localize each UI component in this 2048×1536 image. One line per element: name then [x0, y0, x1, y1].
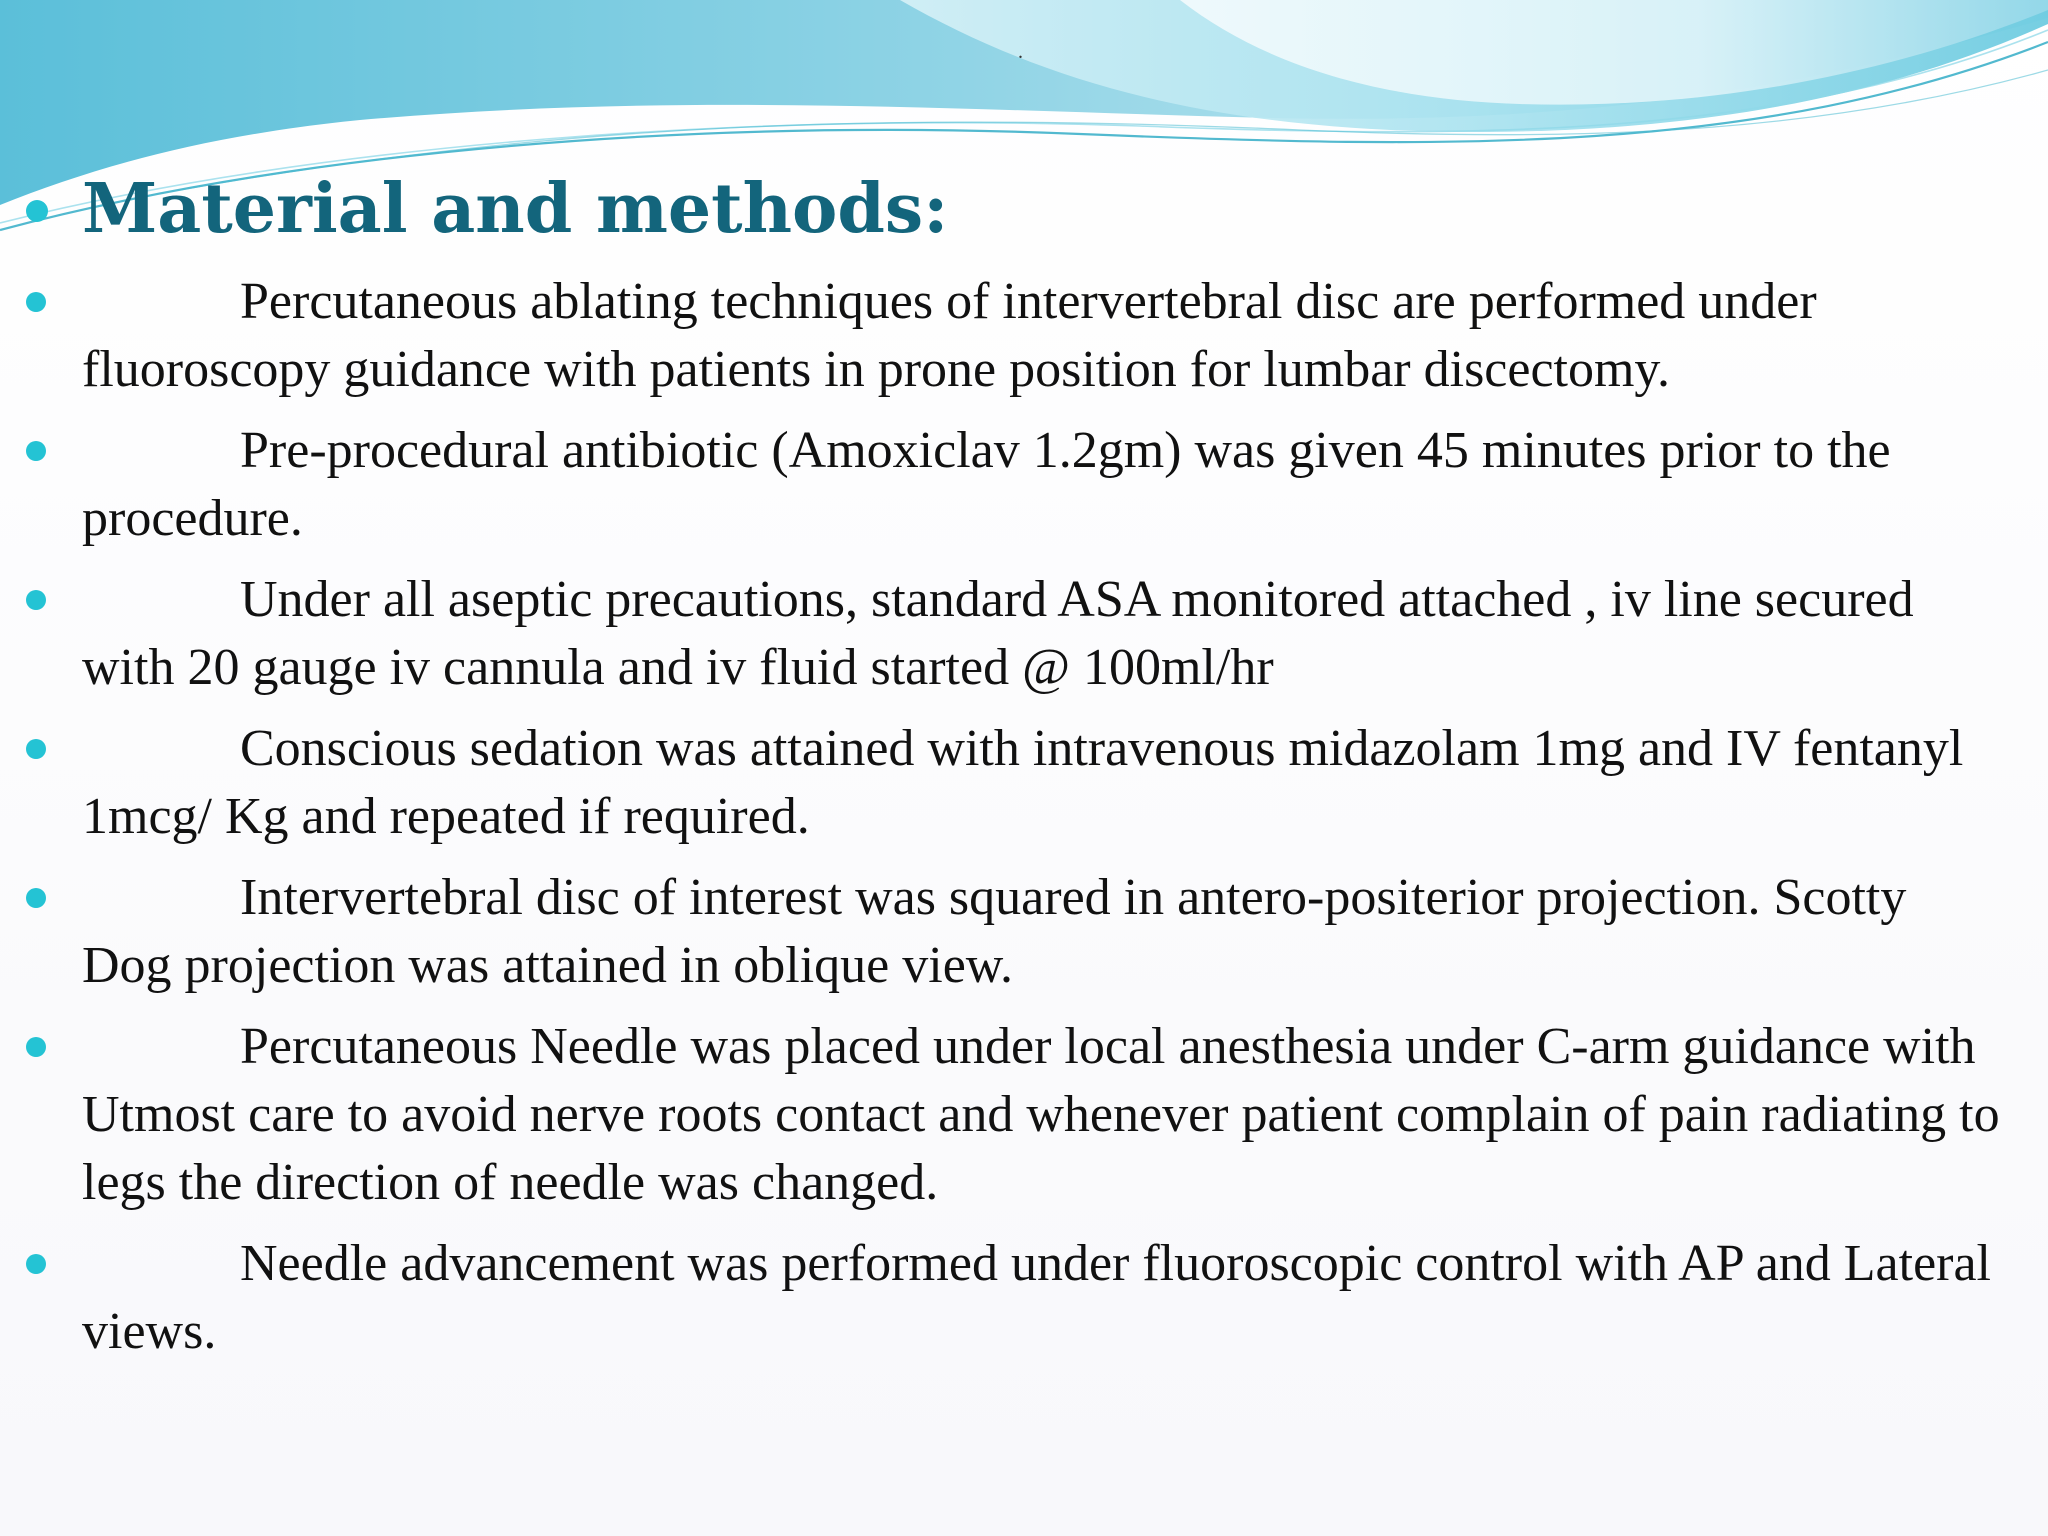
- bullet-item: [0, 715, 2048, 851]
- bullet-dot-icon: [26, 888, 46, 908]
- bullet-text: Conscious sedation was attained with intravenous midazolam 1mg and IV fentanyl 1mcg/ Kg and repeated if required.: [82, 720, 1964, 845]
- top-mark: .: [1018, 41, 1023, 63]
- bullet-dot-icon: [26, 739, 46, 759]
- bullet-text: Intervertebral disc of interest was squared in antero-positerior projection. Scotty Dog projection was attained in oblique view.: [82, 869, 1907, 994]
- bullet-dot-icon: [26, 200, 48, 222]
- bullet-item: [0, 1230, 2048, 1366]
- bullet-dot-icon: [26, 1037, 46, 1057]
- bullet-dot-icon: [26, 1254, 46, 1274]
- bullet-item: [0, 1013, 2048, 1217]
- bullet-text: Percutaneous ablating techniques of intervertebral disc are performed under fluoroscopy guidance with patients in prone position for lumbar discectomy.: [82, 273, 1817, 398]
- bullet-dot-icon: [26, 292, 46, 312]
- slide-title: Material and methods:: [82, 169, 949, 249]
- bullet-item: [0, 566, 2048, 702]
- bullet-item: [0, 864, 2048, 1000]
- title-row: [0, 168, 2048, 258]
- bullet-text: Percutaneous Needle was placed under local anesthesia under C-arm guidance with Utmost care to avoid nerve roots contact and whenever patient complain of pain radiating to legs the direction of needle was changed.: [82, 1018, 2000, 1211]
- bullet-dot-icon: [26, 590, 46, 610]
- bullet-text: Pre-procedural antibiotic (Amoxiclav 1.2gm) was given 45 minutes prior to the procedure.: [82, 422, 1891, 547]
- bullet-dot-icon: [26, 441, 46, 461]
- bullet-item: [0, 268, 2048, 404]
- bullet-list: [0, 268, 2048, 1379]
- bullet-text: Needle advancement was performed under fluoroscopic control with AP and Lateral views.: [82, 1235, 1991, 1360]
- bullet-text: Under all aseptic precautions, standard ASA monitored attached , iv line secured with 20 gauge iv cannula and iv fluid started @ 100ml/hr: [82, 571, 1914, 696]
- bullet-item: [0, 417, 2048, 553]
